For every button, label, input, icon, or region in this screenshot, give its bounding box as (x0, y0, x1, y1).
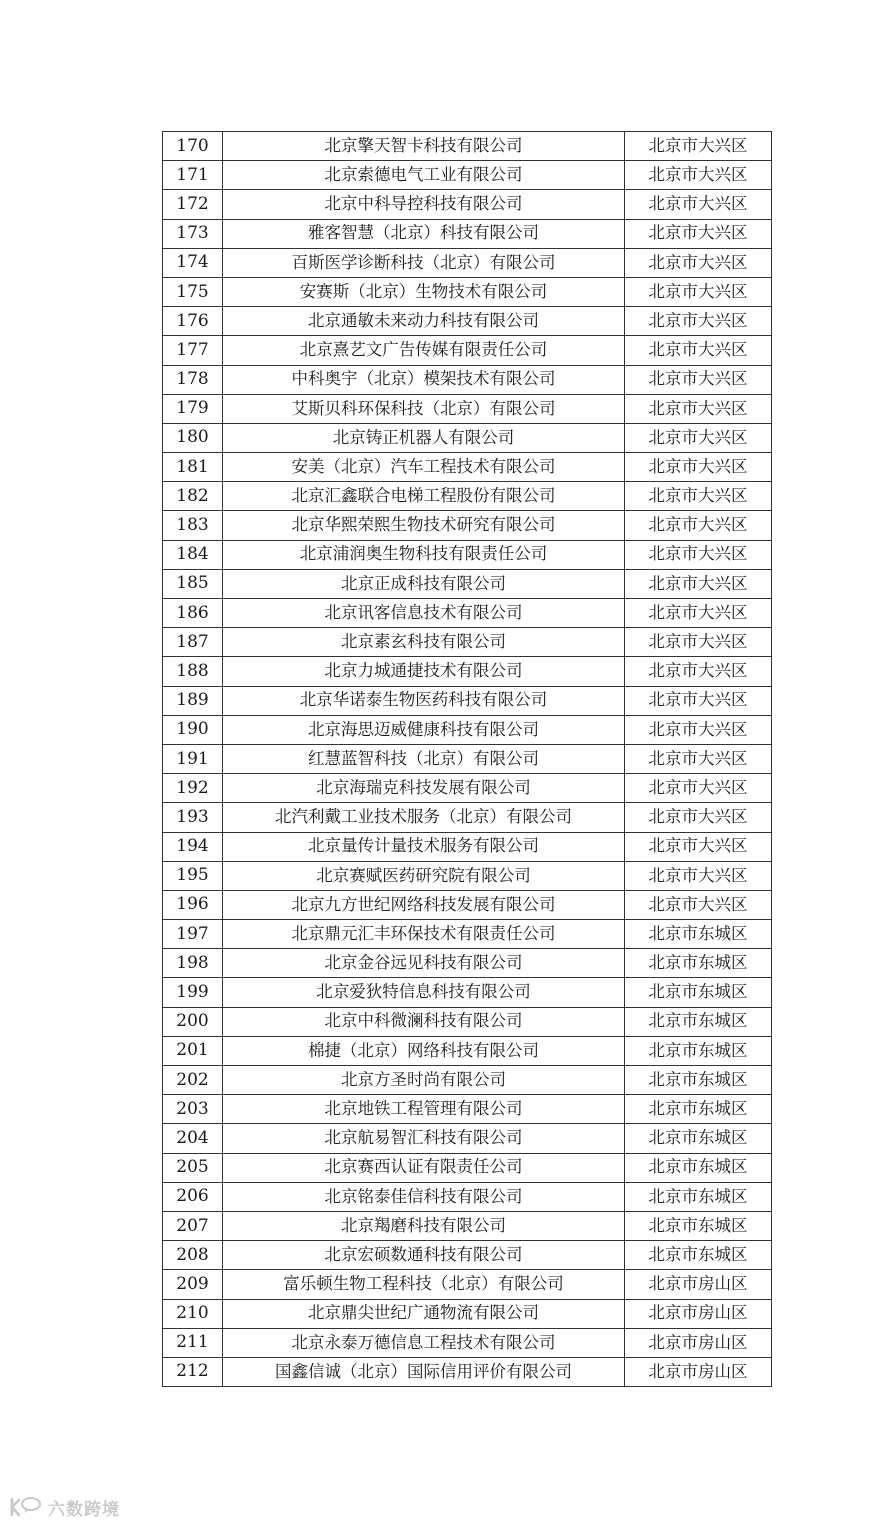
district: 北京市大兴区 (625, 307, 772, 336)
district: 北京市东城区 (625, 1124, 772, 1153)
table-body (163, 132, 772, 1387)
company-name: 北京鼎元汇丰环保技术有限责任公司 (223, 920, 625, 949)
row-number: 207 (163, 1211, 223, 1240)
company-list-table (162, 131, 772, 1387)
row-number: 173 (163, 219, 223, 248)
company-name: 北京铭泰佳信科技有限公司 (223, 1182, 625, 1211)
company-name: 北京九方世纪网络科技发展有限公司 (223, 890, 625, 919)
table-row (163, 1036, 772, 1065)
row-number: 204 (163, 1124, 223, 1153)
district: 北京市东城区 (625, 978, 772, 1007)
table-row (163, 511, 772, 540)
table-row (163, 1095, 772, 1124)
table-row (163, 453, 772, 482)
district: 北京市大兴区 (625, 277, 772, 306)
row-number: 200 (163, 1007, 223, 1036)
table-row (163, 657, 772, 686)
company-name: 安美（北京）汽车工程技术有限公司 (223, 453, 625, 482)
company-name: 北京海思迈威健康科技有限公司 (223, 715, 625, 744)
row-number: 188 (163, 657, 223, 686)
company-name: 棉捷（北京）网络科技有限公司 (223, 1036, 625, 1065)
company-name: 北京铸正机器人有限公司 (223, 423, 625, 452)
table-row (163, 832, 772, 861)
district: 北京市东城区 (625, 1153, 772, 1182)
row-number: 211 (163, 1328, 223, 1357)
table-row (163, 394, 772, 423)
district: 北京市房山区 (625, 1328, 772, 1357)
district: 北京市大兴区 (625, 569, 772, 598)
row-number: 210 (163, 1299, 223, 1328)
table-row (163, 161, 772, 190)
company-name: 北京通敏未来动力科技有限公司 (223, 307, 625, 336)
table-row (163, 248, 772, 277)
company-name: 北京浦润奥生物科技有限责任公司 (223, 540, 625, 569)
table-row (163, 744, 772, 773)
table-row (163, 599, 772, 628)
row-number: 175 (163, 277, 223, 306)
district: 北京市东城区 (625, 1241, 772, 1270)
district: 北京市东城区 (625, 1095, 772, 1124)
company-name: 北京金谷远见科技有限公司 (223, 949, 625, 978)
watermark (8, 1492, 120, 1522)
company-name: 北京力城通捷技术有限公司 (223, 657, 625, 686)
district: 北京市大兴区 (625, 219, 772, 248)
table-row (163, 978, 772, 1007)
row-number: 209 (163, 1270, 223, 1299)
row-number: 181 (163, 453, 223, 482)
company-name: 北京地铁工程管理有限公司 (223, 1095, 625, 1124)
row-number: 186 (163, 599, 223, 628)
row-number: 172 (163, 190, 223, 219)
district: 北京市大兴区 (625, 715, 772, 744)
table-row (163, 132, 772, 161)
company-name: 红慧蓝智科技（北京）有限公司 (223, 744, 625, 773)
row-number: 203 (163, 1095, 223, 1124)
table-row (163, 1299, 772, 1328)
company-name: 北京航易智汇科技有限公司 (223, 1124, 625, 1153)
table-row (163, 1182, 772, 1211)
company-name: 北京中科微澜科技有限公司 (223, 1007, 625, 1036)
company-name: 北京宏硕数通科技有限公司 (223, 1241, 625, 1270)
table-row (163, 1211, 772, 1240)
watermark-text: 六数跨境 (48, 1499, 120, 1520)
table-row (163, 861, 772, 890)
company-name: 北京索德电气工业有限公司 (223, 161, 625, 190)
row-number: 170 (163, 132, 223, 161)
table-row (163, 423, 772, 452)
table-row (163, 1241, 772, 1270)
district: 北京市大兴区 (625, 890, 772, 919)
district: 北京市大兴区 (625, 744, 772, 773)
table-row (163, 1270, 772, 1299)
district: 北京市房山区 (625, 1299, 772, 1328)
company-name: 艾斯贝科环保科技（北京）有限公司 (223, 394, 625, 423)
company-name: 雅客智慧（北京）科技有限公司 (223, 219, 625, 248)
table-row (163, 1007, 772, 1036)
district: 北京市东城区 (625, 1211, 772, 1240)
table-row (163, 336, 772, 365)
district: 北京市东城区 (625, 920, 772, 949)
district: 北京市大兴区 (625, 453, 772, 482)
district: 北京市大兴区 (625, 686, 772, 715)
row-number: 177 (163, 336, 223, 365)
district: 北京市东城区 (625, 1066, 772, 1095)
district: 北京市大兴区 (625, 599, 772, 628)
company-name: 北京擎天智卡科技有限公司 (223, 132, 625, 161)
row-number: 197 (163, 920, 223, 949)
district: 北京市东城区 (625, 1036, 772, 1065)
table-row (163, 803, 772, 832)
row-number: 202 (163, 1066, 223, 1095)
district: 北京市大兴区 (625, 248, 772, 277)
company-name: 北京素玄科技有限公司 (223, 628, 625, 657)
district: 北京市大兴区 (625, 190, 772, 219)
district: 北京市大兴区 (625, 336, 772, 365)
row-number: 191 (163, 744, 223, 773)
row-number: 195 (163, 861, 223, 890)
row-number: 185 (163, 569, 223, 598)
district: 北京市大兴区 (625, 803, 772, 832)
company-name: 北京爱狄特信息科技有限公司 (223, 978, 625, 1007)
company-name: 北京鼎尖世纪广通物流有限公司 (223, 1299, 625, 1328)
company-name: 北京正成科技有限公司 (223, 569, 625, 598)
row-number: 190 (163, 715, 223, 744)
company-name: 中科奥宇（北京）模架技术有限公司 (223, 365, 625, 394)
row-number: 196 (163, 890, 223, 919)
row-number: 174 (163, 248, 223, 277)
table-row (163, 190, 772, 219)
company-name: 北京汇鑫联合电梯工程股份有限公司 (223, 482, 625, 511)
company-name: 北京讯客信息技术有限公司 (223, 599, 625, 628)
company-name: 北京方圣时尚有限公司 (223, 1066, 625, 1095)
company-name: 富乐顿生物工程科技（北京）有限公司 (223, 1270, 625, 1299)
row-number: 208 (163, 1241, 223, 1270)
district: 北京市东城区 (625, 1007, 772, 1036)
row-number: 182 (163, 482, 223, 511)
company-name: 北京量传计量技术服务有限公司 (223, 832, 625, 861)
row-number: 193 (163, 803, 223, 832)
district: 北京市大兴区 (625, 540, 772, 569)
table-row (163, 715, 772, 744)
company-name: 北京赛西认证有限责任公司 (223, 1153, 625, 1182)
company-name: 北京熹艺文广告传媒有限责任公司 (223, 336, 625, 365)
table-row (163, 277, 772, 306)
row-number: 192 (163, 774, 223, 803)
district: 北京市东城区 (625, 949, 772, 978)
table-row (163, 628, 772, 657)
chat-bubble-logo-icon (8, 1496, 42, 1518)
table-row (163, 219, 772, 248)
company-name: 北京赛赋医药研究院有限公司 (223, 861, 625, 890)
district: 北京市大兴区 (625, 365, 772, 394)
table-row (163, 1153, 772, 1182)
table-row (163, 686, 772, 715)
row-number: 198 (163, 949, 223, 978)
district: 北京市大兴区 (625, 774, 772, 803)
row-number: 178 (163, 365, 223, 394)
company-name: 北京中科导控科技有限公司 (223, 190, 625, 219)
company-name: 北京羯磨科技有限公司 (223, 1211, 625, 1240)
table-row (163, 365, 772, 394)
table-row (163, 890, 772, 919)
row-number: 171 (163, 161, 223, 190)
row-number: 194 (163, 832, 223, 861)
company-name: 安赛斯（北京）生物技术有限公司 (223, 277, 625, 306)
table-row (163, 920, 772, 949)
row-number: 201 (163, 1036, 223, 1065)
district: 北京市大兴区 (625, 482, 772, 511)
district: 北京市大兴区 (625, 161, 772, 190)
company-name: 北京永泰万德信息工程技术有限公司 (223, 1328, 625, 1357)
row-number: 183 (163, 511, 223, 540)
district: 北京市大兴区 (625, 511, 772, 540)
row-number: 205 (163, 1153, 223, 1182)
district: 北京市大兴区 (625, 832, 772, 861)
district: 北京市房山区 (625, 1357, 772, 1386)
row-number: 189 (163, 686, 223, 715)
table-row (163, 774, 772, 803)
table-row (163, 1357, 772, 1386)
row-number: 199 (163, 978, 223, 1007)
district: 北京市大兴区 (625, 657, 772, 686)
row-number: 179 (163, 394, 223, 423)
row-number: 206 (163, 1182, 223, 1211)
table-row (163, 1066, 772, 1095)
row-number: 212 (163, 1357, 223, 1386)
table-row (163, 949, 772, 978)
company-name: 北京华诺泰生物医药科技有限公司 (223, 686, 625, 715)
row-number: 187 (163, 628, 223, 657)
table-row (163, 307, 772, 336)
table-row (163, 1328, 772, 1357)
company-name: 国鑫信诚（北京）国际信用评价有限公司 (223, 1357, 625, 1386)
district: 北京市大兴区 (625, 423, 772, 452)
table-row (163, 569, 772, 598)
row-number: 184 (163, 540, 223, 569)
company-name: 北京海瑞克科技发展有限公司 (223, 774, 625, 803)
company-name: 百斯医学诊断科技（北京）有限公司 (223, 248, 625, 277)
district: 北京市东城区 (625, 1182, 772, 1211)
company-name: 北京华熙荣熙生物技术研究有限公司 (223, 511, 625, 540)
district: 北京市大兴区 (625, 394, 772, 423)
company-name: 北汽利戴工业技术服务（北京）有限公司 (223, 803, 625, 832)
table-row (163, 482, 772, 511)
table-row (163, 540, 772, 569)
district: 北京市大兴区 (625, 628, 772, 657)
row-number: 180 (163, 423, 223, 452)
district: 北京市大兴区 (625, 132, 772, 161)
table-row (163, 1124, 772, 1153)
row-number: 176 (163, 307, 223, 336)
district: 北京市大兴区 (625, 861, 772, 890)
district: 北京市房山区 (625, 1270, 772, 1299)
